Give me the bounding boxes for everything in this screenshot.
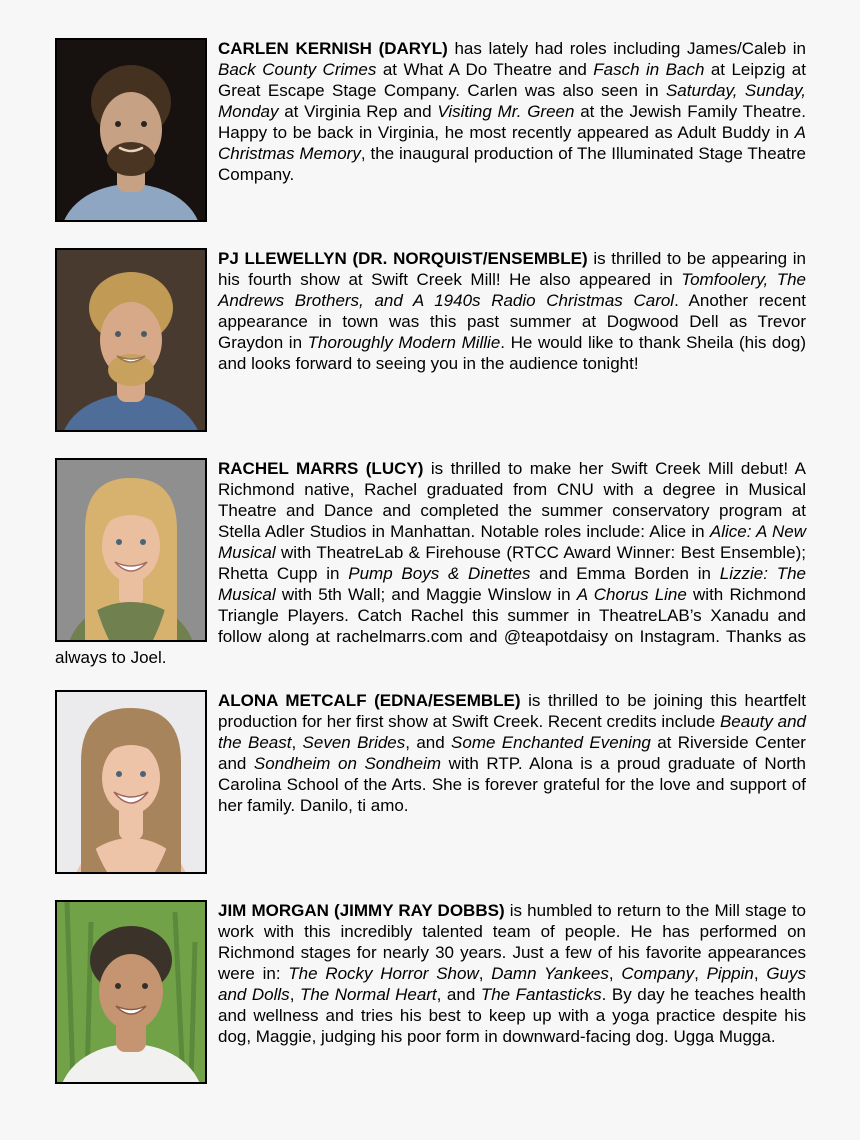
- bio-pj-llewellyn: [55, 248, 806, 436]
- headshot-illustration: [57, 250, 205, 430]
- headshot-photo-carlen-kernish: [55, 38, 207, 222]
- headshot-photo-rachel-marrs: [55, 458, 207, 642]
- headshot-illustration: [57, 460, 205, 640]
- bio-rachel-marrs: [55, 458, 806, 668]
- headshot-photo-pj-llewellyn: [55, 248, 207, 432]
- headshot-illustration: [57, 40, 205, 220]
- bio-text: PJ LLEWELLYN (DR. NORQUIST/ENSEMBLE) is thrilled to be appearing in his fourth show at Swift Creek Mill! He also appeared in Tomfoolery, The Andrews Brothers, and A 1940s Radio Christmas Carol. Another recent appearance in town was this past summer at Dogwood Dell as Trevor Graydon in Thoroughly Modern Millie. He would like to thank Sheila (his dog) and looks forward to seeing you in the audience tonight!: [218, 249, 807, 373]
- bio-carlen-kernish: [55, 38, 806, 226]
- bio-text: JIM MORGAN (JIMMY RAY DOBBS) is humbled to return to the Mill stage to work with this incredibly talented team of people. He has performed on Richmond stages for nearly 30 years. Just a few of his favorite appearances were in: The Rocky Horror Show, Damn Yankees, Company, Pippin, Guys and Dolls, The Normal Heart, and The Fantasticks. By day he teaches health and wellness and tries his best to keep up with a yoga practice despite his dog, Maggie, judging his poor form in downward-facing dog. Ugga Mugga.: [218, 901, 807, 1046]
- bio-text: RACHEL MARRS (LUCY) is thrilled to make her Swift Creek Mill debut! A Richmond native, Rachel graduated from CNU with a degree in Musical Theatre and Dance and completed the summer conservatory program at Stella Adler Studios in Manhattan. Notable roles include: Alice in Alice: A New Musical with TheatreLab & Firehouse (RTCC Award Winner: Best Ensemble); Rhetta Cupp in Pump Boys & Dinettes and Emma Borden in Lizzie: The Musical with 5th Wall; and Maggie Winslow in A Chorus Line with Richmond Triangle Players. Catch Rachel this summer in TheatreLAB’s Xanadu and follow along at rachelmarrs.com and @teapotdaisy on Instagram. Thanks as always to Joel.: [55, 459, 806, 667]
- headshot-photo-alona-metcalf: [55, 690, 207, 874]
- headshot-illustration: [57, 692, 205, 872]
- headshot-photo-jim-morgan: [55, 900, 207, 1084]
- bio-jim-morgan: [55, 900, 806, 1088]
- bio-alona-metcalf: [55, 690, 806, 878]
- headshot-illustration: [57, 902, 205, 1082]
- bio-text: CARLEN KERNISH (DARYL) has lately had roles including James/Caleb in Back County Crimes at What A Do Theatre and Fasch in Bach at Leipzig at Great Escape Stage Company. Carlen was also seen in Saturday, Sunday, Monday at Virginia Rep and Visiting Mr. Green at the Jewish Family Theatre. Happy to be back in Virginia, he most recently appeared as Adult Buddy in A Christmas Memory, the inaugural production of The Illuminated Stage Theatre Company.: [218, 39, 807, 184]
- bio-text: ALONA METCALF (EDNA/ESEMBLE) is thrilled to be joining this heartfelt production for her first show at Swift Creek. Recent credits include Beauty and the Beast, Seven Brides, and Some Enchanted Evening at Riverside Center and Sondheim on Sondheim with RTP. Alona is a proud graduate of North Carolina School of the Arts. She is forever grateful for the love and support of her family. Danilo, ti amo.: [218, 691, 807, 815]
